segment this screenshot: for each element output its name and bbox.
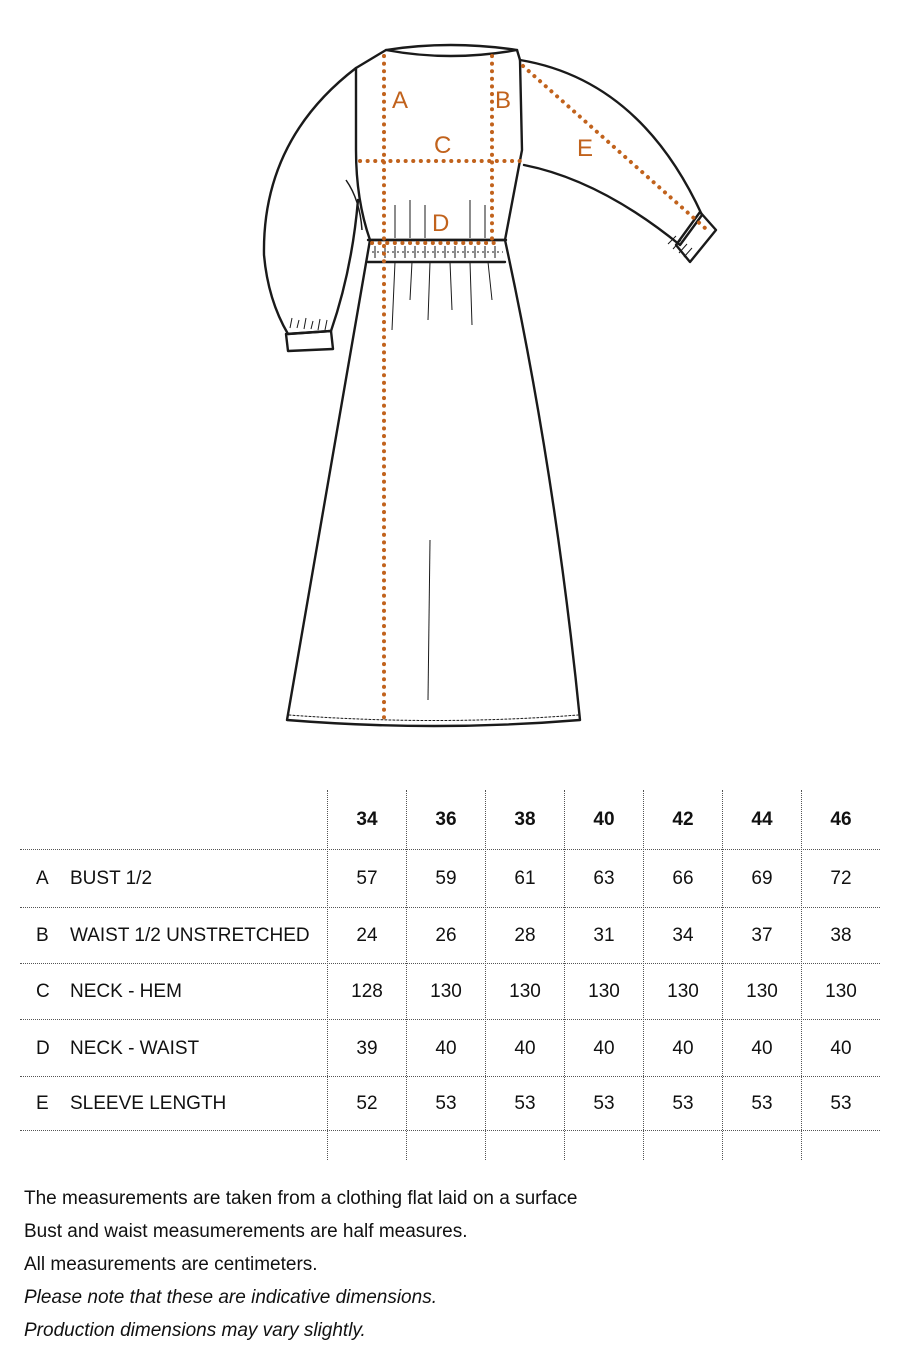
table-cell: 130 <box>746 981 778 1002</box>
table-cell: 31 <box>593 925 615 946</box>
table-cell: 61 <box>514 868 536 889</box>
row-divider <box>20 1019 880 1020</box>
table-cell: 130 <box>430 981 462 1002</box>
row-name: WAIST 1/2 UNSTRETCHED <box>70 925 310 946</box>
size-header: 36 <box>435 809 457 830</box>
table-cell: 53 <box>514 1093 536 1114</box>
column-divider <box>801 790 802 1160</box>
table-cell: 128 <box>351 981 383 1002</box>
column-divider <box>564 790 565 1160</box>
table-cell: 53 <box>672 1093 694 1114</box>
table-cell: 40 <box>751 1038 773 1059</box>
size-header: 38 <box>514 809 536 830</box>
measure-label-a: C <box>434 132 452 159</box>
table-cell: 53 <box>593 1093 615 1114</box>
table-cell: 52 <box>356 1093 378 1114</box>
dress-right-cuff <box>676 212 716 262</box>
measure-label-b: D <box>432 210 450 237</box>
note-line: The measurements are taken from a clothing flat laid on a surface <box>24 1188 578 1209</box>
size-header: 44 <box>751 809 773 830</box>
row-letter: C <box>36 981 50 1002</box>
column-divider <box>722 790 723 1160</box>
table-cell: 40 <box>593 1038 615 1059</box>
table-cell: 34 <box>672 925 694 946</box>
row-name: NECK - WAIST <box>70 1038 200 1059</box>
table-cell: 130 <box>588 981 620 1002</box>
measure-label-e: E <box>577 135 594 162</box>
table-cell: 28 <box>514 925 536 946</box>
measurement-lines <box>360 56 705 722</box>
table-cell: 130 <box>667 981 699 1002</box>
table-cell: 40 <box>672 1038 694 1059</box>
dress-skirt <box>287 240 580 726</box>
table-cell: 38 <box>830 925 852 946</box>
table-cell: 59 <box>435 868 457 889</box>
row-divider <box>20 1076 880 1077</box>
table-cell: 69 <box>751 868 773 889</box>
row-letter: A <box>36 868 49 889</box>
note-line: All measurements are centimeters. <box>24 1254 318 1275</box>
measure-label-c: A <box>392 87 409 114</box>
dress-left-cuff <box>286 331 333 351</box>
column-divider <box>485 790 486 1160</box>
dress-left-sleeve <box>264 68 358 334</box>
note-line: Production dimensions may vary slightly. <box>24 1320 366 1341</box>
row-divider <box>20 963 880 964</box>
row-letter: D <box>36 1038 50 1059</box>
table-cell: 66 <box>672 868 694 889</box>
table-cell: 72 <box>830 868 852 889</box>
row-letter: B <box>36 925 49 946</box>
measure-line-e <box>523 66 705 228</box>
column-divider <box>406 790 407 1160</box>
row-divider <box>20 849 880 850</box>
table-cell: 39 <box>356 1038 378 1059</box>
table-cell: 40 <box>514 1038 536 1059</box>
size-header: 42 <box>672 809 694 830</box>
measurement-notes <box>24 1182 884 1347</box>
size-header: 46 <box>830 809 852 830</box>
row-name: BUST 1/2 <box>70 868 153 889</box>
dress-neckline <box>386 45 517 50</box>
table-cell: 24 <box>356 925 378 946</box>
table-cell: 130 <box>825 981 857 1002</box>
column-divider <box>327 790 328 1160</box>
table-cell: 130 <box>509 981 541 1002</box>
note-line: Bust and waist measumerements are half measures. <box>24 1221 468 1242</box>
row-name: NECK - HEM <box>70 981 182 1002</box>
table-cell: 57 <box>356 868 378 889</box>
table-cell: 63 <box>593 868 615 889</box>
table-cell: 37 <box>751 925 773 946</box>
table-cell: 53 <box>751 1093 773 1114</box>
dress-hem <box>289 715 578 721</box>
column-divider <box>643 790 644 1160</box>
size-header: 40 <box>593 809 615 830</box>
table-cell: 53 <box>435 1093 457 1114</box>
table-cell: 40 <box>830 1038 852 1059</box>
row-divider <box>20 1130 880 1131</box>
table-cell: 53 <box>830 1093 852 1114</box>
size-table <box>0 780 900 1160</box>
row-name: SLEEVE LENGTH <box>70 1093 227 1114</box>
note-line: Please note that these are indicative dimensions. <box>24 1287 437 1308</box>
dress-right-sleeve <box>520 60 702 245</box>
measure-label-d: B <box>495 87 512 114</box>
table-cell: 26 <box>435 925 457 946</box>
row-divider <box>20 907 880 908</box>
size-header: 34 <box>356 809 378 830</box>
table-cell: 40 <box>435 1038 457 1059</box>
row-letter: E <box>36 1093 49 1114</box>
